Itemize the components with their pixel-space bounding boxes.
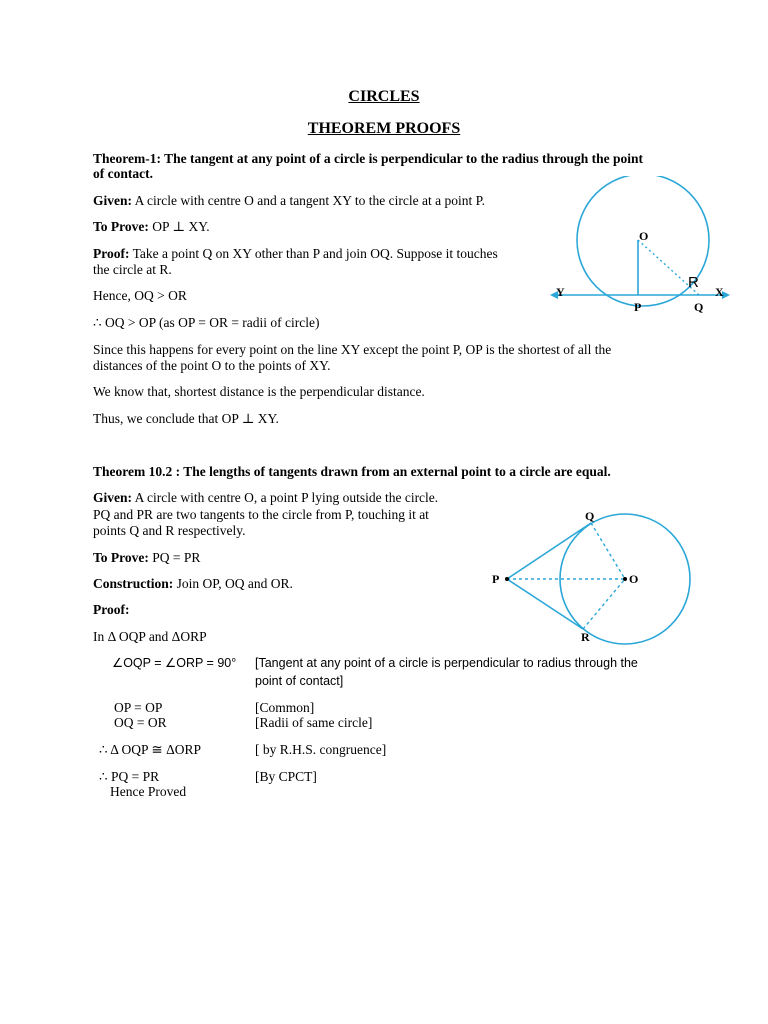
theorem1-hence: Hence, OQ > OR [93,288,187,303]
point-q-label: Q [585,509,595,523]
segment-oq [591,523,625,579]
segment-or [583,579,625,629]
theorem1-heading-line1: Theorem-1: The tangent at any point of a circle is perpendicular to the radius through the point [93,151,644,166]
theorem1-given [93,193,485,209]
point-x-label: X [715,285,724,299]
proof-label: Proof: [93,246,130,261]
proof-row-2-statement: OP = OP [114,700,163,715]
theorem1-to-prove [93,219,210,235]
point-p-label: P [492,572,500,586]
construction-text: Join OP, OQ and OR. [173,576,293,591]
given-label: Given: [93,490,132,505]
given-text: A circle with centre O and a tangent XY to the circle at a point P. [132,193,486,208]
page-subtitle: THEOREM PROOFS [307,120,461,137]
theorem2-proof-label: Proof: [93,602,130,617]
theorem2-given-line1 [93,490,438,506]
point-o-dot [623,577,627,581]
proof-text: Take a point Q on XY other than P and join OQ. Suppose it touches [129,246,498,261]
proof-row-3-reason: [Radii of same circle] [255,715,373,730]
theorem2-heading: Theorem 10.2 : The lengths of tangents drawn from an external point to a circle are equal. [93,464,611,479]
given-text: A circle with centre O, a point P lying outside the circle. [132,490,439,505]
to-prove-label: To Prove: [93,550,149,565]
theorem1-we-know: We know that, shortest distance is the perpendicular distance. [93,384,425,399]
proof-row-5-statement: ∴ PQ = PR [99,769,160,784]
proof-row-4-reason: [ by R.H.S. congruence] [255,742,387,757]
point-r-label: R [688,274,699,291]
proof-row-1-reason-line2: point of contact] [255,674,344,688]
theorem1-therefore: ∴ OQ > OP (as OP = OR = radii of circle) [93,315,320,330]
proof-row-2-reason: [Common] [255,700,315,715]
theorem2-to-prove [93,550,200,566]
theorem1-proof-line1 [93,246,498,262]
proof-row-4-statement: ∴ Δ OQP ≅ ΔORP [99,742,202,757]
theorem2-given-line2: PQ and PR are two tangents to the circle from P, touching it at [93,507,429,522]
theorem2-in-triangles: In Δ OQP and ΔORP [93,629,207,644]
point-p-dot [505,577,509,581]
theorem1-proof-line2: the circle at R. [93,262,172,277]
theorem1-since-line2: distances of the point O to the points of XY. [93,358,331,373]
theorem2-given-line3: points Q and R respectively. [93,523,246,538]
point-o-label: O [639,229,649,243]
to-prove-text: OP ⊥ XY. [148,219,210,234]
to-prove-label: To Prove: [93,219,149,234]
equal-tangents-figure [485,505,695,645]
point-y-label: Y [556,285,565,299]
tangent-perpendicular-figure [540,176,740,321]
theorem1-conclude: Thus, we conclude that OP ⊥ XY. [93,411,279,426]
tangent-pr [507,579,583,629]
proof-row-1-statement: ∠OQP = ∠ORP = 90° [112,656,237,670]
to-prove-text: PQ = PR [148,550,201,565]
point-q-label: Q [694,300,704,314]
hence-proved: Hence Proved [110,784,187,799]
given-label: Given: [93,193,132,208]
theorem1-heading-line2: of contact. [93,166,153,181]
construction-label: Construction: [93,576,174,591]
page-title: CIRCLES [348,88,420,105]
proof-row-5-reason: [By CPCT] [255,769,317,784]
point-p-label: P [634,300,642,314]
point-o-label: O [629,572,639,586]
tangent-pq [507,523,591,579]
point-r-label: R [581,630,590,644]
theorem1-since-line1: Since this happens for every point on the line XY except the point P, OP is the shortest of all the [93,342,612,357]
proof-row-3-statement: OQ = OR [114,715,167,730]
proof-row-1-reason-line1: [Tangent at any point of a circle is perpendicular to radius through the [255,656,638,670]
theorem2-construction [93,576,293,592]
